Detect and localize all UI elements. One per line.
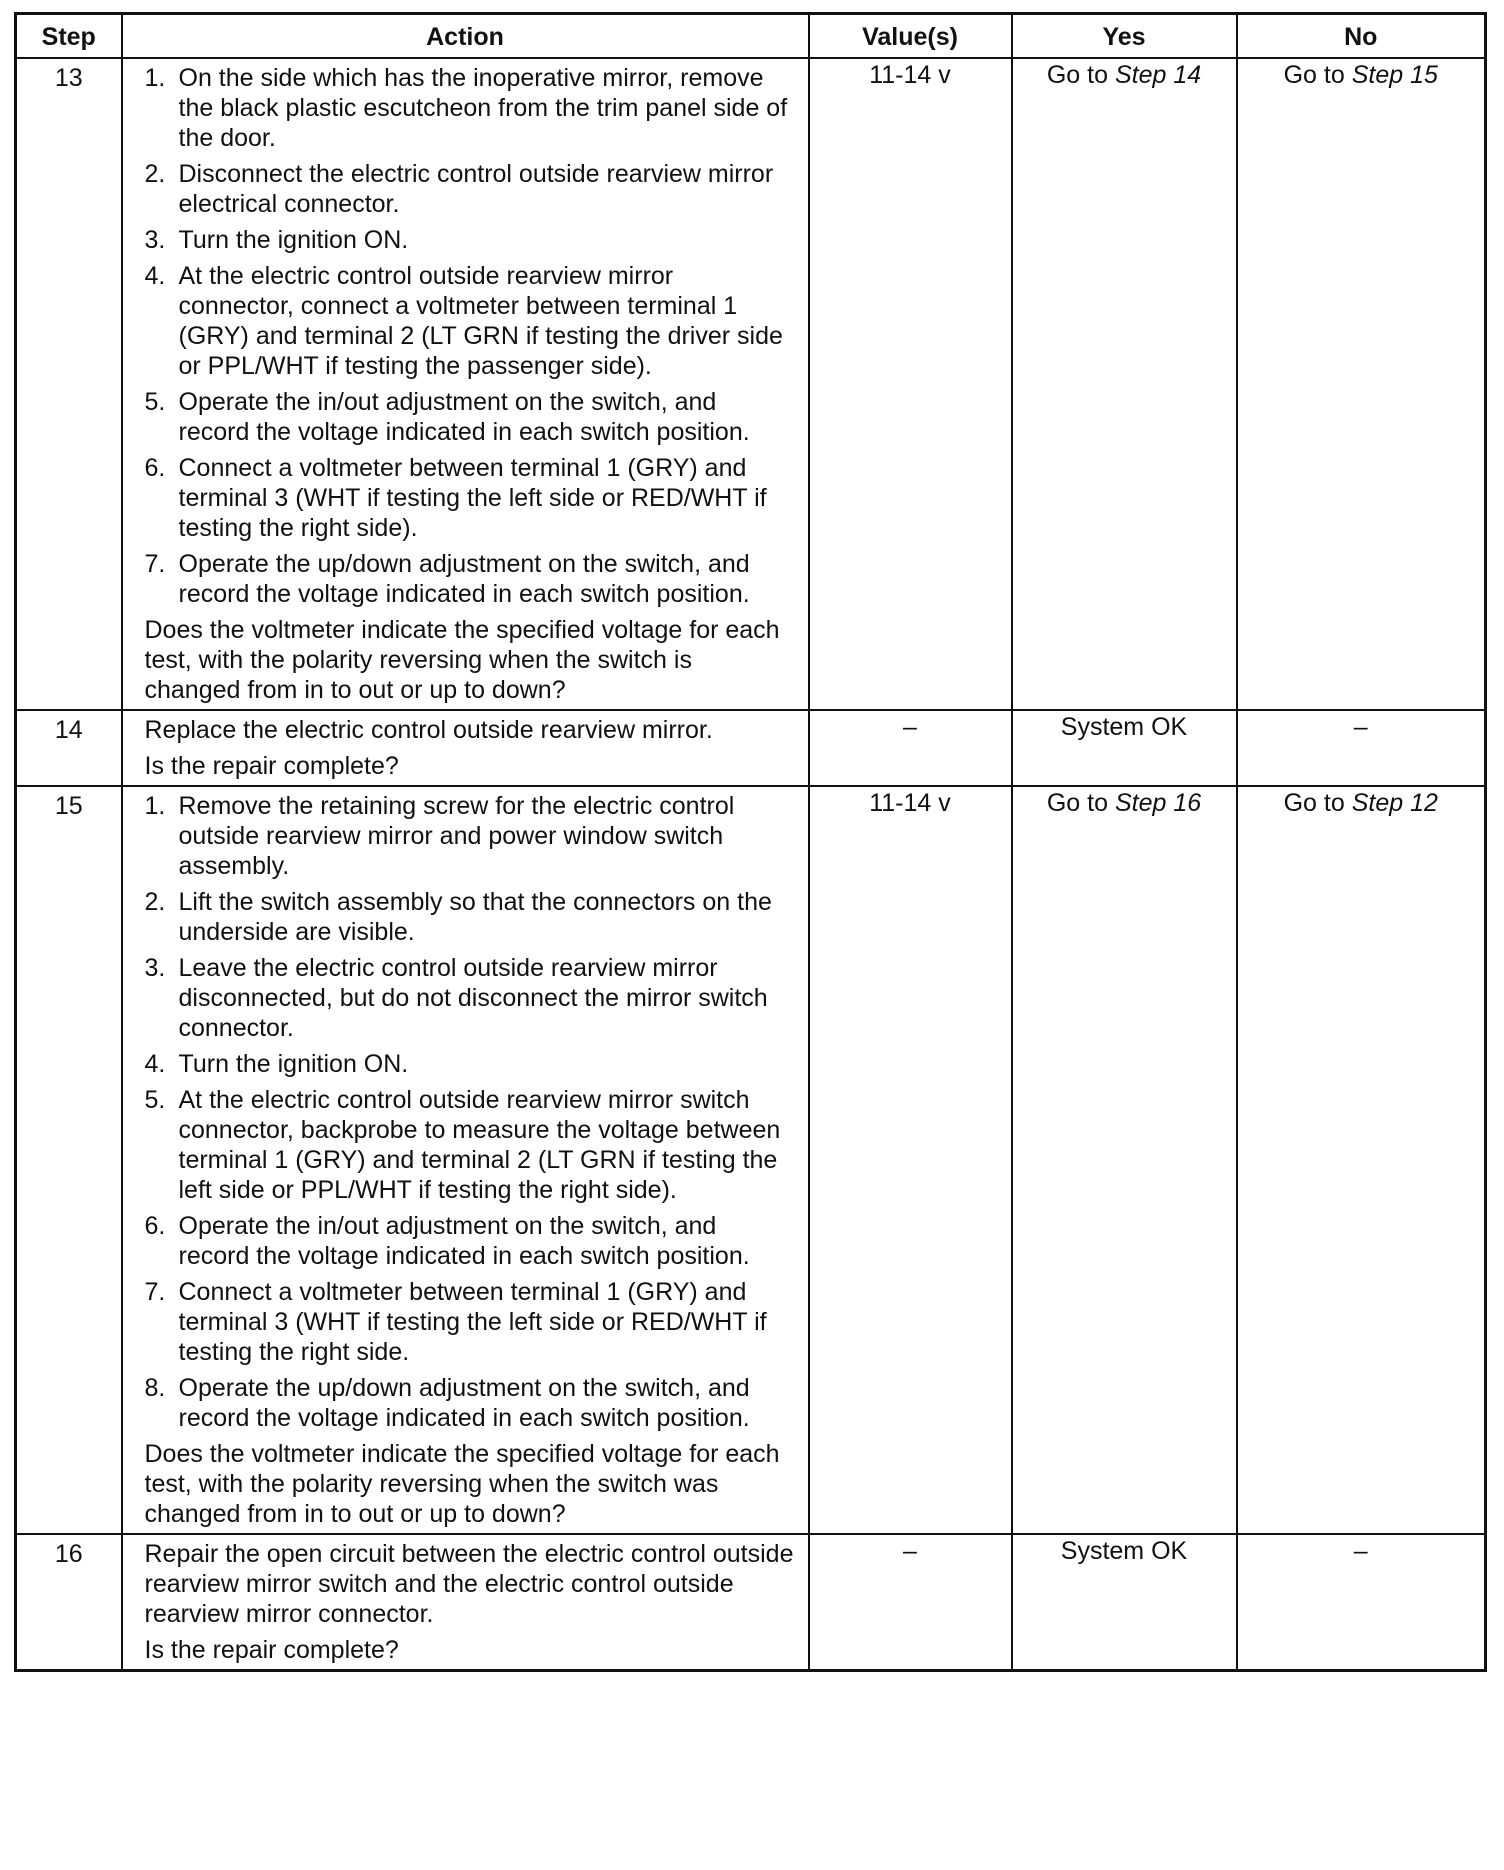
action-item — [145, 953, 794, 1043]
item-text: Operate the in/out adjustment on the switch, and record the voltage indicated in each switch position. — [178, 388, 750, 446]
action-text: Repair the open circuit between the electric control outside rearview mirror switch and the electric control outside rearview mirror connector. — [144, 1540, 794, 1628]
item-text: Operate the up/down adjustment on the switch, and record the voltage indicated in each switch position. — [178, 1374, 750, 1432]
no-goto-step: Step 12 — [1351, 789, 1438, 817]
item-text: At the electric control outside rearview mirror connector, connect a voltmeter between terminal 1 (GRY) and terminal 2 (LT GRN if testing the driver side or PPL/WHT if testing the passenger side). — [178, 262, 783, 380]
yes-cell: System OK — [1012, 1534, 1237, 1671]
item-text: Turn the ignition ON. — [178, 226, 409, 254]
item-number: 6. — [144, 1212, 166, 1240]
header-action: Action — [122, 14, 809, 59]
item-text: At the electric control outside rearview mirror switch connector, backprobe to measure the voltage between terminal 1 (GRY) and terminal 2 (LT GRN if testing the left side or PPL/WHT if testing the right side). — [178, 1086, 781, 1204]
item-number: 1. — [144, 64, 166, 92]
action-item — [145, 63, 794, 153]
item-text: Disconnect the electric control outside rearview mirror electrical connector. — [178, 160, 774, 218]
table-row-step-15 — [16, 786, 1486, 1534]
value-cell: 11-14 v — [809, 786, 1012, 1534]
item-number: 2. — [144, 160, 166, 188]
value-cell: 11-14 v — [809, 58, 1012, 710]
item-text: Remove the retaining screw for the electric control outside rearview mirror and power window switch assembly. — [178, 792, 735, 880]
action-question: Does the voltmeter indicate the specified voltage for each test, with the polarity reversing when the switch was changed from in to out or up to down? — [144, 1440, 780, 1528]
action-text: Replace the electric control outside rearview mirror. — [144, 716, 713, 744]
yes-goto-prefix: Go to — [1046, 789, 1115, 817]
action-item — [145, 387, 794, 447]
action-list — [145, 63, 794, 609]
step-number: 14 — [16, 710, 122, 786]
action-item — [145, 887, 794, 947]
header-no: No — [1237, 14, 1486, 59]
yes-cell: System OK — [1012, 710, 1237, 786]
item-text: On the side which has the inoperative mirror, remove the black plastic escutcheon from the trim panel side of the door. — [178, 64, 788, 152]
action-item — [145, 225, 794, 255]
item-text: Connect a voltmeter between terminal 1 (GRY) and terminal 3 (WHT if testing the left side or RED/WHT if testing the right side. — [178, 1278, 767, 1366]
action-item — [145, 1373, 794, 1433]
action-question: Does the voltmeter indicate the specified voltage for each test, with the polarity reversing when the switch is changed from in to out or up to down? — [144, 616, 780, 704]
value-cell: – — [809, 710, 1012, 786]
item-number: 8. — [144, 1374, 166, 1402]
item-text: Lift the switch assembly so that the connectors on the underside are visible. — [178, 888, 772, 946]
action-item — [145, 453, 794, 543]
no-cell: – — [1237, 710, 1486, 786]
yes-cell — [1012, 786, 1237, 1534]
item-number: 6. — [144, 454, 166, 482]
action-list — [145, 791, 794, 1433]
action-item — [145, 549, 794, 609]
table-row-step-13 — [16, 58, 1486, 710]
no-goto-prefix: Go to — [1283, 789, 1352, 817]
item-number: 5. — [144, 388, 166, 416]
item-number: 1. — [144, 792, 166, 820]
action-cell — [122, 1534, 809, 1671]
no-cell: – — [1237, 1534, 1486, 1671]
item-text: Leave the electric control outside rearview mirror disconnected, but do not disconnect the mirror switch connector. — [178, 954, 768, 1042]
item-number: 3. — [144, 226, 166, 254]
action-item — [145, 1277, 794, 1367]
item-number: 5. — [144, 1086, 166, 1114]
step-number: 16 — [16, 1534, 122, 1671]
action-question: Is the repair complete? — [144, 1636, 399, 1664]
yes-goto-prefix: Go to — [1046, 61, 1115, 89]
no-cell — [1237, 58, 1486, 710]
action-item — [145, 791, 794, 881]
header-values: Value(s) — [809, 14, 1012, 59]
value-cell: – — [809, 1534, 1012, 1671]
item-number: 3. — [144, 954, 166, 982]
table-row-step-16 — [16, 1534, 1486, 1671]
item-number: 4. — [144, 1050, 166, 1078]
action-item — [145, 261, 794, 381]
table-row-step-14 — [16, 710, 1486, 786]
yes-cell — [1012, 58, 1237, 710]
action-cell — [122, 58, 809, 710]
item-number: 2. — [144, 888, 166, 916]
item-number: 7. — [144, 1278, 166, 1306]
item-text: Operate the in/out adjustment on the switch, and record the voltage indicated in each switch position. — [178, 1212, 750, 1270]
action-item — [145, 1085, 794, 1205]
action-cell — [122, 786, 809, 1534]
no-goto-step: Step 15 — [1351, 61, 1438, 89]
item-text: Connect a voltmeter between terminal 1 (GRY) and terminal 3 (WHT if testing the left side or RED/WHT if testing the right side). — [178, 454, 767, 542]
action-item — [145, 159, 794, 219]
action-item — [145, 1211, 794, 1271]
header-yes: Yes — [1012, 14, 1237, 59]
item-text: Operate the up/down adjustment on the switch, and record the voltage indicated in each switch position. — [178, 550, 750, 608]
item-text: Turn the ignition ON. — [178, 1050, 409, 1078]
no-goto-prefix: Go to — [1283, 61, 1352, 89]
action-question: Is the repair complete? — [144, 752, 399, 780]
yes-goto-step: Step 14 — [1114, 61, 1202, 89]
header-row — [16, 14, 1486, 59]
action-cell — [122, 710, 809, 786]
yes-goto-step: Step 16 — [1114, 789, 1202, 817]
diagnostic-table — [14, 12, 1487, 1672]
step-number: 13 — [16, 58, 122, 710]
item-number: 7. — [144, 550, 166, 578]
header-step: Step — [16, 14, 122, 59]
item-number: 4. — [144, 262, 166, 290]
no-cell — [1237, 786, 1486, 1534]
step-number: 15 — [16, 786, 122, 1534]
action-item — [145, 1049, 794, 1079]
